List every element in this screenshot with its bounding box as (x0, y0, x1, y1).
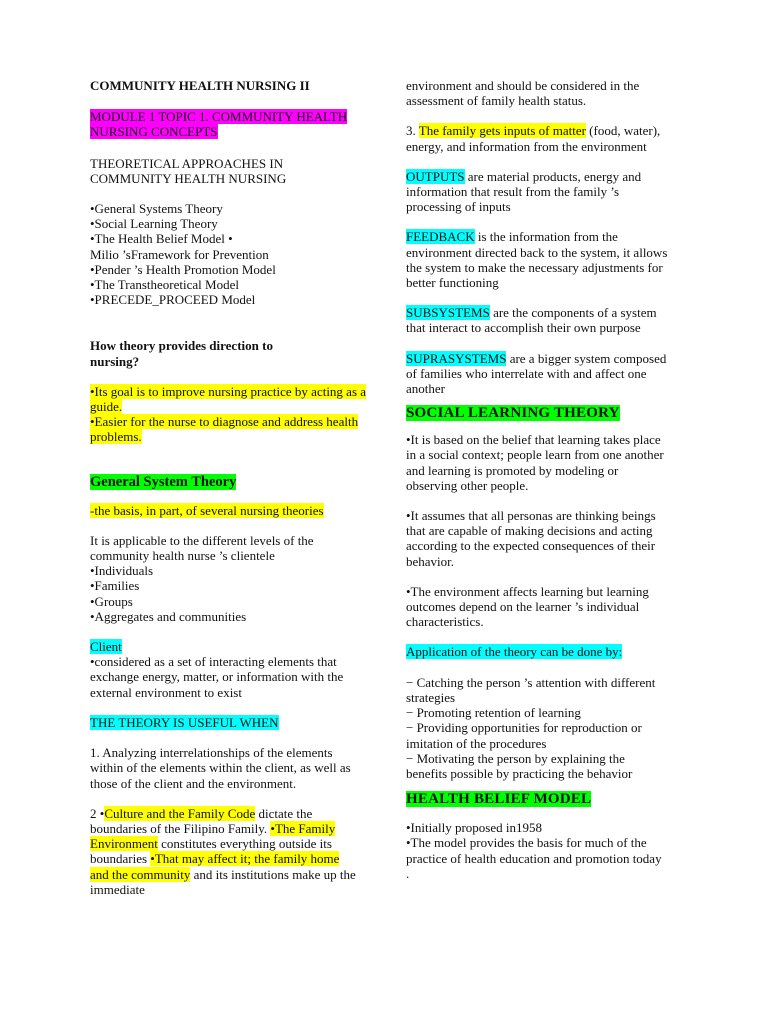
application-list (406, 675, 668, 781)
slt-paragraph-2: •It assumes that all personas are thinking beings that are capable of making decisions and acting according to the expected consequences of their behavior. (406, 508, 656, 569)
list-item: Milio ’sFramework for Prevention (90, 246, 269, 262)
list-item: − Promoting retention of learning (406, 705, 581, 721)
client-label: Client (90, 639, 122, 655)
list-item: − Providing opportunities for reproduction or imitation of the procedures (406, 720, 642, 751)
list-item: •The Health Belief Model • (90, 231, 233, 247)
list-item: − Motivating the person by explaining the benefits possible by practicing the behavior (406, 750, 633, 781)
list-item: •General Systems Theory (90, 201, 223, 217)
list-item: − Catching the person ’s attention with different strategies (406, 674, 656, 705)
hbm-item-2: •The model provides the basis for much of the practice of health education and promotion today . (406, 835, 662, 881)
hbm-heading: HEALTH BELIEF MODEL (406, 791, 592, 808)
list-item: •The Transtheoretical Model (90, 277, 239, 293)
approaches-heading: THEORETICAL APPROACHES IN COMMUNITY HEALTH NURSING (90, 155, 287, 186)
list-item: •Groups (90, 593, 133, 609)
client-definition: •considered as a set of interacting elements that exchange energy, matter, or information with the external environment to exist (90, 654, 344, 700)
list-item: •Aggregates and communities (90, 608, 247, 624)
document-title: COMMUNITY HEALTH NURSING II (90, 78, 310, 93)
subsystems-definition: SUBSYSTEMS are the components of a system that interact to accomplish their own purpose (406, 305, 657, 336)
point-3: 3. The family gets inputs of matter (food, water), energy, and information from the environment (406, 123, 661, 154)
module-title: MODULE 1 TOPIC 1. COMMUNITY HEALTH NURSING CONCEPTS (90, 109, 348, 140)
hbm-item-1: •Initially proposed in1958 (406, 820, 542, 836)
point-2: 2 •Culture and the Family Code dictate the boundaries of the Filipino Family. •The Family Environment constitutes everything outside its boundaries •That may affect it; the family home and the community and its institutions make up the immediate (90, 805, 356, 897)
applicable-text: It is applicable to the different levels of the community health nurse ’s clientele (90, 532, 314, 564)
useful-heading: THE THEORY IS USEFUL WHEN (90, 714, 279, 730)
gst-heading: General System Theory (90, 473, 237, 490)
continued-text: environment and should be considered in the assessment of family health status. (406, 78, 640, 109)
list-item: •Pender ’s Health Promotion Model (90, 261, 276, 277)
list-item: •Social Learning Theory (90, 216, 218, 232)
point-1: 1. Analyzing interrelationships of the elements within of the elements within the client, as well as those of the client and the environment. (90, 745, 351, 791)
list-item: •Individuals (90, 563, 154, 579)
suprasystems-definition: SUPRASYSTEMS are a bigger system composed of families who interrelate with and affect one another (406, 350, 667, 397)
list-item: •PRECEDE_PROCEED Model (90, 292, 256, 308)
feedback-definition: FEEDBACK is the information from the environment directed back to the system, it allows the system to make the necessary adjustments for better functioning (406, 229, 668, 291)
application-heading: Application of the theory can be done by: (406, 644, 623, 660)
gst-basis: -the basis, in part, of several nursing theories (90, 502, 324, 518)
left-column (90, 78, 380, 897)
clientele-list (90, 563, 380, 624)
slt-paragraph-1: •It is based on the belief that learning takes place in a social context; people learn from one another and learning is promoted by modeling or observing other people. (406, 432, 664, 493)
slt-paragraph-3: •The environment affects learning but learning outcomes depend on the learner ’s individual characteristics. (406, 583, 649, 630)
question-heading: How theory provides direction to nursing? (90, 338, 273, 369)
outputs-definition: OUTPUTS are material products, energy and information that result from the family ’s processing of inputs (406, 168, 642, 215)
slt-heading: SOCIAL LEARNING THEORY (406, 405, 620, 422)
answer-diagnose: •Easier for the nurse to diagnose and address health problems. (90, 414, 359, 445)
theory-list (90, 201, 380, 307)
answer-goal: •Its goal is to improve nursing practice by acting as a guide. (90, 383, 367, 415)
list-item: •Families (90, 578, 140, 594)
right-column (406, 78, 696, 881)
